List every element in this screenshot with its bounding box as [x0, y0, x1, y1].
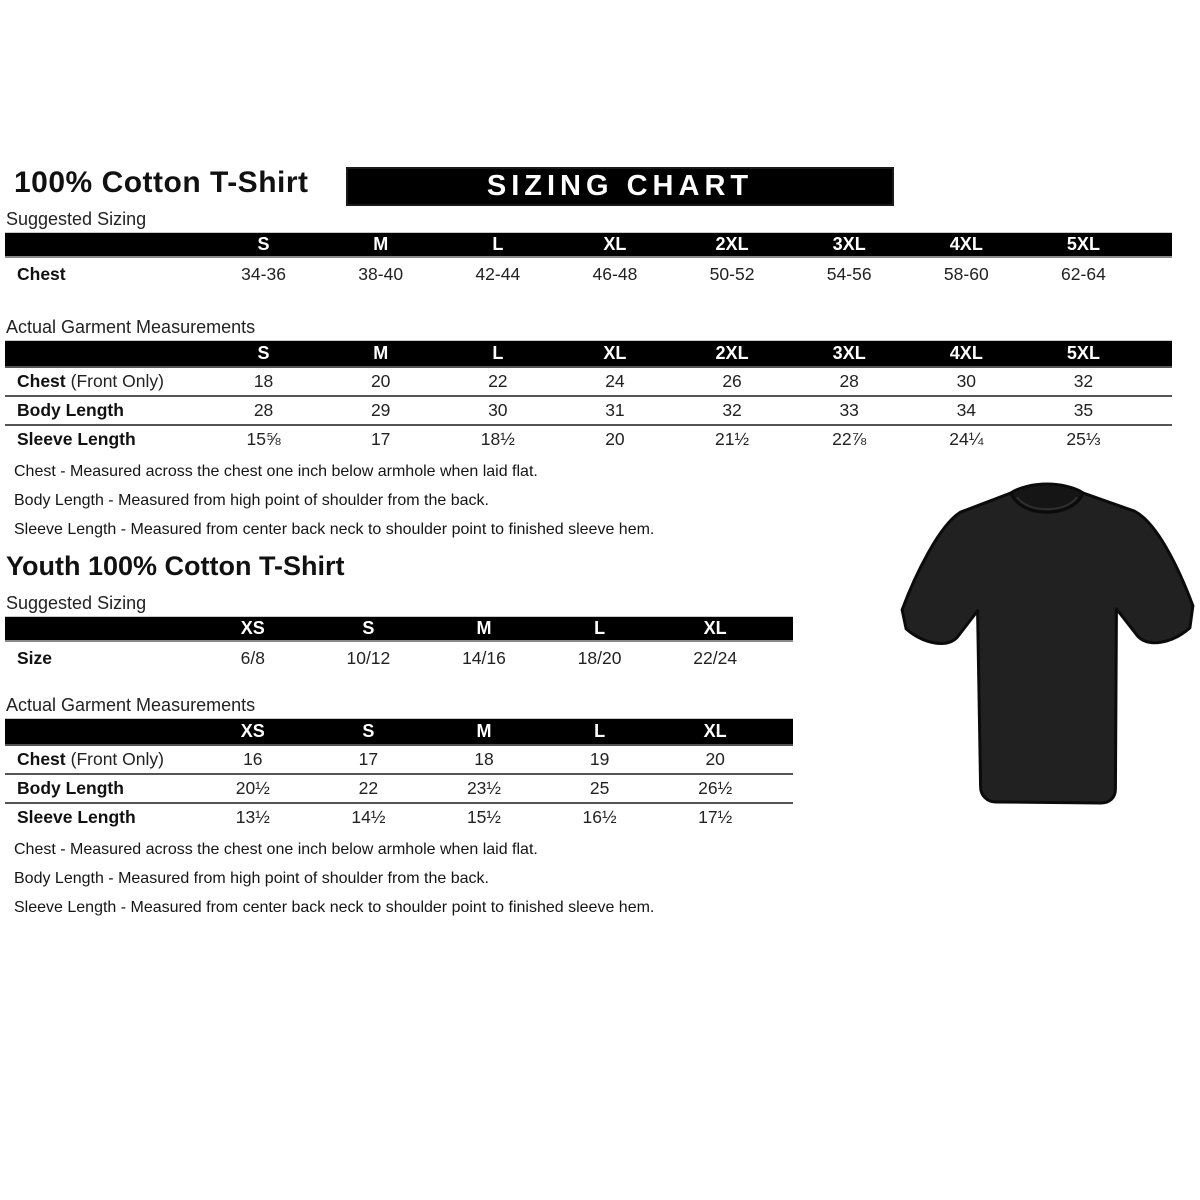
size-column-header: 3XL [832, 343, 866, 363]
table-cell: 22 [358, 778, 379, 798]
table-cell: 38-40 [358, 263, 404, 284]
note-line: Body Length - Measured from high point of shoulder from the back. [14, 492, 489, 509]
size-column-header: 5XL [1066, 343, 1100, 363]
table-cell: 29 [370, 400, 391, 420]
note-line: Chest - Measured across the chest one inch below armhole when laid flat. [14, 841, 538, 858]
row-label: Chest [17, 371, 66, 391]
adult-measurement-notes [14, 463, 654, 550]
table-row [5, 366, 1172, 395]
table-cell: 24 [605, 371, 625, 391]
size-column-header: S [257, 343, 270, 363]
size-column-header: M [476, 721, 492, 741]
table-cell: 15½ [466, 807, 502, 827]
table-cell: 18 [253, 371, 274, 391]
size-column-header: 2XL [715, 343, 749, 363]
row-label: Sleeve Length [17, 807, 136, 827]
table-cell: 18½ [480, 429, 515, 449]
adult-suggested-sizing-table [5, 232, 1172, 290]
adult-suggested-header-row [5, 232, 1172, 258]
table-cell: 10/12 [346, 647, 391, 668]
size-column-header: S [257, 234, 270, 254]
table-cell: 14½ [351, 807, 386, 827]
size-column-header: XS [240, 721, 265, 741]
table-cell: 42-44 [475, 263, 521, 284]
table-cell: 23½ [466, 778, 502, 798]
row-label-note: (Front Only) [70, 371, 164, 391]
youth-suggested-header-row [5, 616, 793, 642]
adult-actual-measurements-label: Actual Garment Measurements [6, 317, 256, 337]
table-cell: 15⅝ [246, 429, 281, 449]
note-line: Chest - Measured across the chest one inch below armhole when laid flat. [14, 463, 538, 480]
table-cell: 16 [243, 749, 263, 769]
table-cell: 54-56 [826, 263, 872, 284]
adult-actual-measurements-table [5, 340, 1172, 453]
table-cell: 34-36 [241, 263, 286, 284]
note-line: Body Length - Measured from high point of shoulder from the back. [14, 870, 489, 887]
row-label: Body Length [17, 400, 124, 420]
table-cell: 32 [1073, 371, 1094, 391]
table-cell: 26½ [698, 778, 733, 798]
note-line: Sleeve Length - Measured from center back neck to shoulder point to finished sleeve hem. [14, 899, 655, 916]
size-column-header: M [373, 343, 389, 363]
size-column-header: XL [703, 618, 727, 638]
table-cell: 28 [839, 371, 859, 391]
table-cell: 46-48 [592, 263, 638, 284]
table-row [5, 802, 793, 831]
size-column-header: S [362, 721, 375, 741]
table-cell: 26 [722, 371, 742, 391]
size-column-header: 2XL [715, 234, 749, 254]
row-label: Size [17, 647, 53, 668]
size-column-header: L [594, 721, 606, 741]
table-cell: 22/24 [693, 647, 738, 668]
size-column-header: L [492, 234, 504, 254]
tshirt-image [896, 478, 1198, 810]
size-column-header: S [362, 618, 375, 638]
row-label-note: (Front Only) [70, 749, 164, 769]
row-label: Chest [17, 263, 66, 284]
size-column-header: XL [703, 721, 727, 741]
size-column-header: 4XL [949, 343, 983, 363]
size-column-header: L [492, 343, 504, 363]
table-cell: 22 [488, 371, 508, 391]
size-column-header: XL [603, 343, 627, 363]
size-column-header: L [594, 618, 606, 638]
table-cell: 30 [956, 371, 977, 391]
table-cell: 13½ [235, 807, 270, 827]
youth-actual-header-row [5, 718, 793, 744]
row-label: Sleeve Length [17, 429, 136, 449]
youth-measurement-notes [14, 841, 654, 928]
size-column-header: XS [240, 618, 265, 638]
table-cell: 35 [1073, 400, 1094, 420]
size-column-header: XL [603, 234, 627, 254]
youth-actual-measurements-table [5, 718, 793, 831]
size-column-header: 5XL [1066, 234, 1100, 254]
table-cell: 20 [705, 749, 725, 769]
size-column-header: M [373, 234, 389, 254]
table-cell: 32 [722, 400, 742, 420]
adult-section-title: 100% Cotton T-Shirt [14, 166, 309, 199]
note-line: Sleeve Length - Measured from center back neck to shoulder point to finished sleeve hem. [14, 521, 655, 538]
adult-actual-header-row [5, 340, 1172, 366]
table-cell: 19 [589, 749, 610, 769]
table-cell: 18/20 [577, 647, 622, 668]
table-cell: 22⅞ [832, 429, 867, 449]
table-cell: 34 [956, 400, 977, 420]
table-cell: 20 [370, 371, 391, 391]
youth-suggested-sizing-table [5, 616, 793, 674]
size-column-header: M [476, 618, 492, 638]
table-cell: 24¼ [949, 429, 984, 449]
table-cell: 17 [370, 429, 391, 449]
table-row [5, 424, 1172, 453]
size-column-header: 3XL [832, 234, 866, 254]
sizing-chart-banner: SIZING CHART [346, 167, 894, 206]
table-row [5, 642, 793, 674]
table-cell: 50-52 [709, 263, 755, 284]
table-cell: 16½ [582, 807, 617, 827]
table-cell: 62-64 [1061, 263, 1106, 284]
table-cell: 6/8 [240, 647, 265, 668]
row-label: Body Length [17, 778, 124, 798]
table-cell: 17 [358, 749, 379, 769]
table-cell: 17½ [698, 807, 733, 827]
table-cell: 20 [605, 429, 625, 449]
table-row [5, 395, 1172, 424]
table-cell: 20½ [235, 778, 270, 798]
table-row [5, 258, 1172, 290]
table-cell: 21½ [715, 429, 750, 449]
table-cell: 25⅓ [1066, 429, 1101, 449]
youth-suggested-sizing-label: Suggested Sizing [6, 593, 147, 613]
table-cell: 18 [474, 749, 494, 769]
size-column-header: 4XL [949, 234, 983, 254]
table-cell: 14/16 [462, 647, 506, 668]
table-row [5, 744, 793, 773]
table-cell: 28 [253, 400, 274, 420]
table-row [5, 773, 793, 802]
table-cell: 58-60 [943, 263, 989, 284]
table-cell: 25 [589, 778, 610, 798]
adult-suggested-sizing-label: Suggested Sizing [6, 209, 147, 229]
table-cell: 30 [488, 400, 508, 420]
youth-actual-measurements-label: Actual Garment Measurements [6, 695, 256, 715]
row-label: Chest [17, 749, 66, 769]
table-cell: 31 [605, 400, 625, 420]
table-cell: 33 [839, 400, 859, 420]
youth-section-title: Youth 100% Cotton T-Shirt [6, 551, 345, 581]
